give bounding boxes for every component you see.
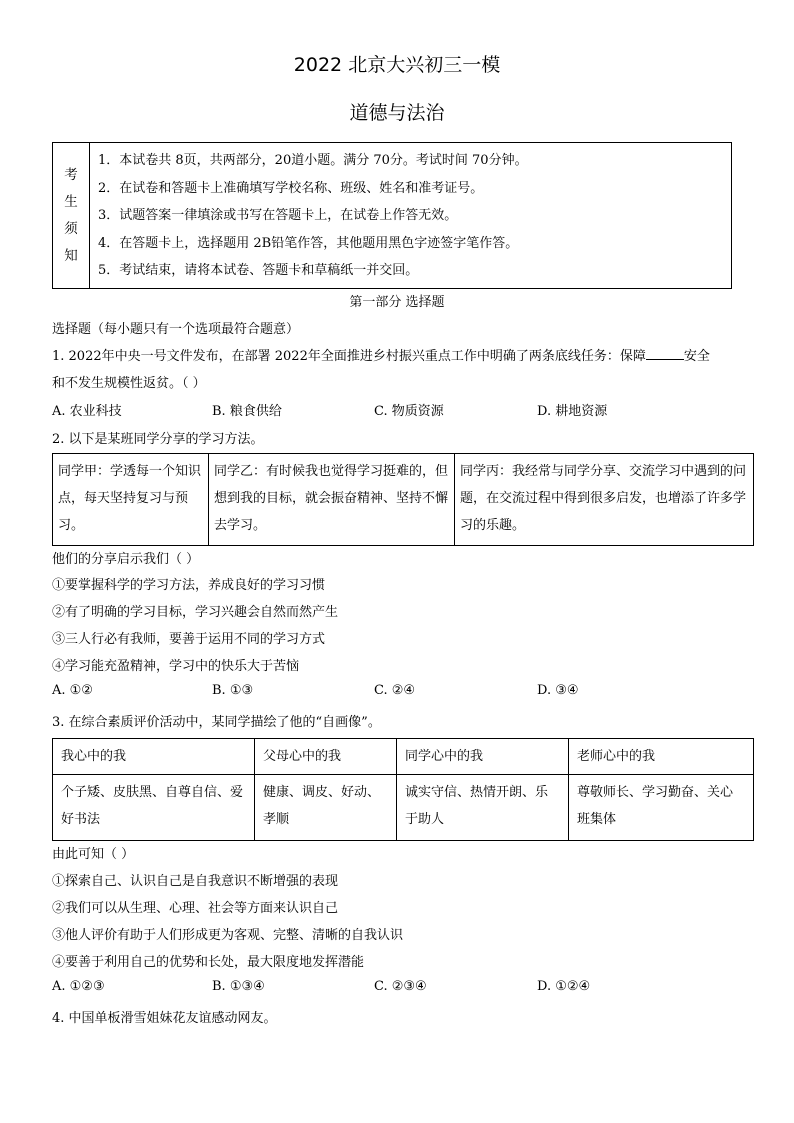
q3-option-c[interactable]: C. ②③④ [374,979,427,994]
q3-cell: 诚实守信、热情开朗、乐于助人 [397,775,569,841]
q3-cell: 尊敬师长、学习勤奋、关心班集体 [569,775,754,841]
q2-option-d[interactable]: D. ③④ [537,683,579,698]
q3-header: 老师心中的我 [569,739,754,775]
q2-cell-yi: 同学乙：有时候我也觉得学习挺难的，但想到我的目标，就会振奋精神、坚持不懈去学习。 [209,454,455,546]
notice-side-char: 知 [64,247,78,264]
q1-blank [646,347,684,360]
q3-statement: ②我们可以从生理、心理、社会等方面来认识自己 [52,901,339,916]
q3-header: 同学心中的我 [397,739,569,775]
q2-cell-bing: 同学丙：我经常与同学分享、交流学习中遇到的问题，在交流过程中得到很多启发，也增添了许多学习的乐趣。 [455,454,754,546]
q2-statement: ④学习能充盈精神，学习中的快乐大于苦恼 [52,659,300,674]
part-instruction: 选择题（每小题只有一个选项最符合题意） [52,322,300,337]
q2-option-c[interactable]: C. ②④ [374,683,416,698]
q3-header: 我心中的我 [53,739,255,775]
notice-side-char: 须 [64,220,78,237]
q2-statement: ②有了明确的学习目标，学习兴趣会自然而然产生 [52,605,339,620]
q3-stem: 3. 在综合素质评价活动中，某同学描绘了他的“自画像”。 [52,715,381,730]
q3-prompt: 由此可知（ ） [52,847,135,862]
q2-stem: 2. 以下是某班同学分享的学习方法。 [52,432,264,447]
q1-option-d[interactable]: D. 耕地资源 [537,404,608,419]
q3-cell: 个子矮、皮肤黑、自尊自信、爱好书法 [53,775,255,841]
notice-side-char: 生 [64,193,78,210]
q3-option-b[interactable]: B. ①③④ [212,979,265,994]
q1-stem [52,345,752,364]
notice-item: 5．考试结束，请将本试卷、答题卡和草稿纸一并交回。 [98,263,419,278]
exam-title: 2022 北京大兴初三一模 [293,54,501,76]
q2-prompt: 他们的分享启示我们（ ） [52,552,200,567]
q3-option-d[interactable]: D. ①②④ [537,979,591,994]
q2-option-b[interactable]: B. ①③ [212,683,254,698]
q2-cell-jia: 同学甲：学透每一个知识点，每天坚持复习与预习。 [53,454,209,546]
q3-statement: ①探索自己、认识自己是自我意识不断增强的表现 [52,874,339,889]
q4-stem: 4. 中国单板滑雪姐妹花友谊感动网友。 [52,1011,277,1026]
q2-option-a[interactable]: A. ①② [52,683,93,698]
exam-subject: 道德与法治 [349,102,445,124]
notice-items [90,143,732,289]
notice-box [52,142,732,289]
q2-statement: ③三人行必有我师，要善于运用不同的学习方式 [52,632,326,647]
q3-table [52,738,754,841]
q1-option-a[interactable]: A. 农业科技 [52,404,122,419]
q2-table [52,453,754,546]
notice-item: 4．在答题卡上，选择题用 2B铅笔作答，其他题用黑色字迹签字笔作答。 [98,235,519,251]
notice-item: 1．本试卷共 8页，共两部分，20道小题。满分 70分。考试时间 70分钟。 [98,153,528,168]
q1-stem-text: 1. 2022年中央一号文件发布，在部署 2022年全面推进乡村振兴重点工作中明确了两条底线任务：保障 [52,349,646,364]
q2-statement: ①要掌握科学的学习方法，养成良好的学习习惯 [52,578,326,593]
q1-stem-line2: 和不发生规模性返贫。（ ） [52,376,206,391]
q3-option-a[interactable]: A. ①②③ [52,979,105,994]
q1-stem-tail: 安全 [683,349,710,364]
notice-item: 3．试题答案一律填涂或书写在答题卡上，在试卷上作答无效。 [98,208,458,223]
notice-side-label [53,143,90,289]
q1-option-c[interactable]: C. 物质资源 [374,404,444,419]
part-heading: 第一部分 选择题 [349,295,445,310]
q1-option-b[interactable]: B. 粮食供给 [212,404,282,419]
notice-item: 2．在试卷和答题卡上准确填写学校名称、班级、姓名和准考证号。 [98,180,484,196]
q3-header: 父母心中的我 [255,739,397,775]
q3-statement: ③他人评价有助于人们形成更为客观、完整、清晰的自我认识 [52,928,404,943]
notice-side-char: 考 [64,166,78,183]
q3-cell: 健康、调皮、好动、孝顺 [255,775,397,841]
q3-statement: ④要善于利用自己的优势和长处，最大限度地发挥潜能 [52,955,365,970]
